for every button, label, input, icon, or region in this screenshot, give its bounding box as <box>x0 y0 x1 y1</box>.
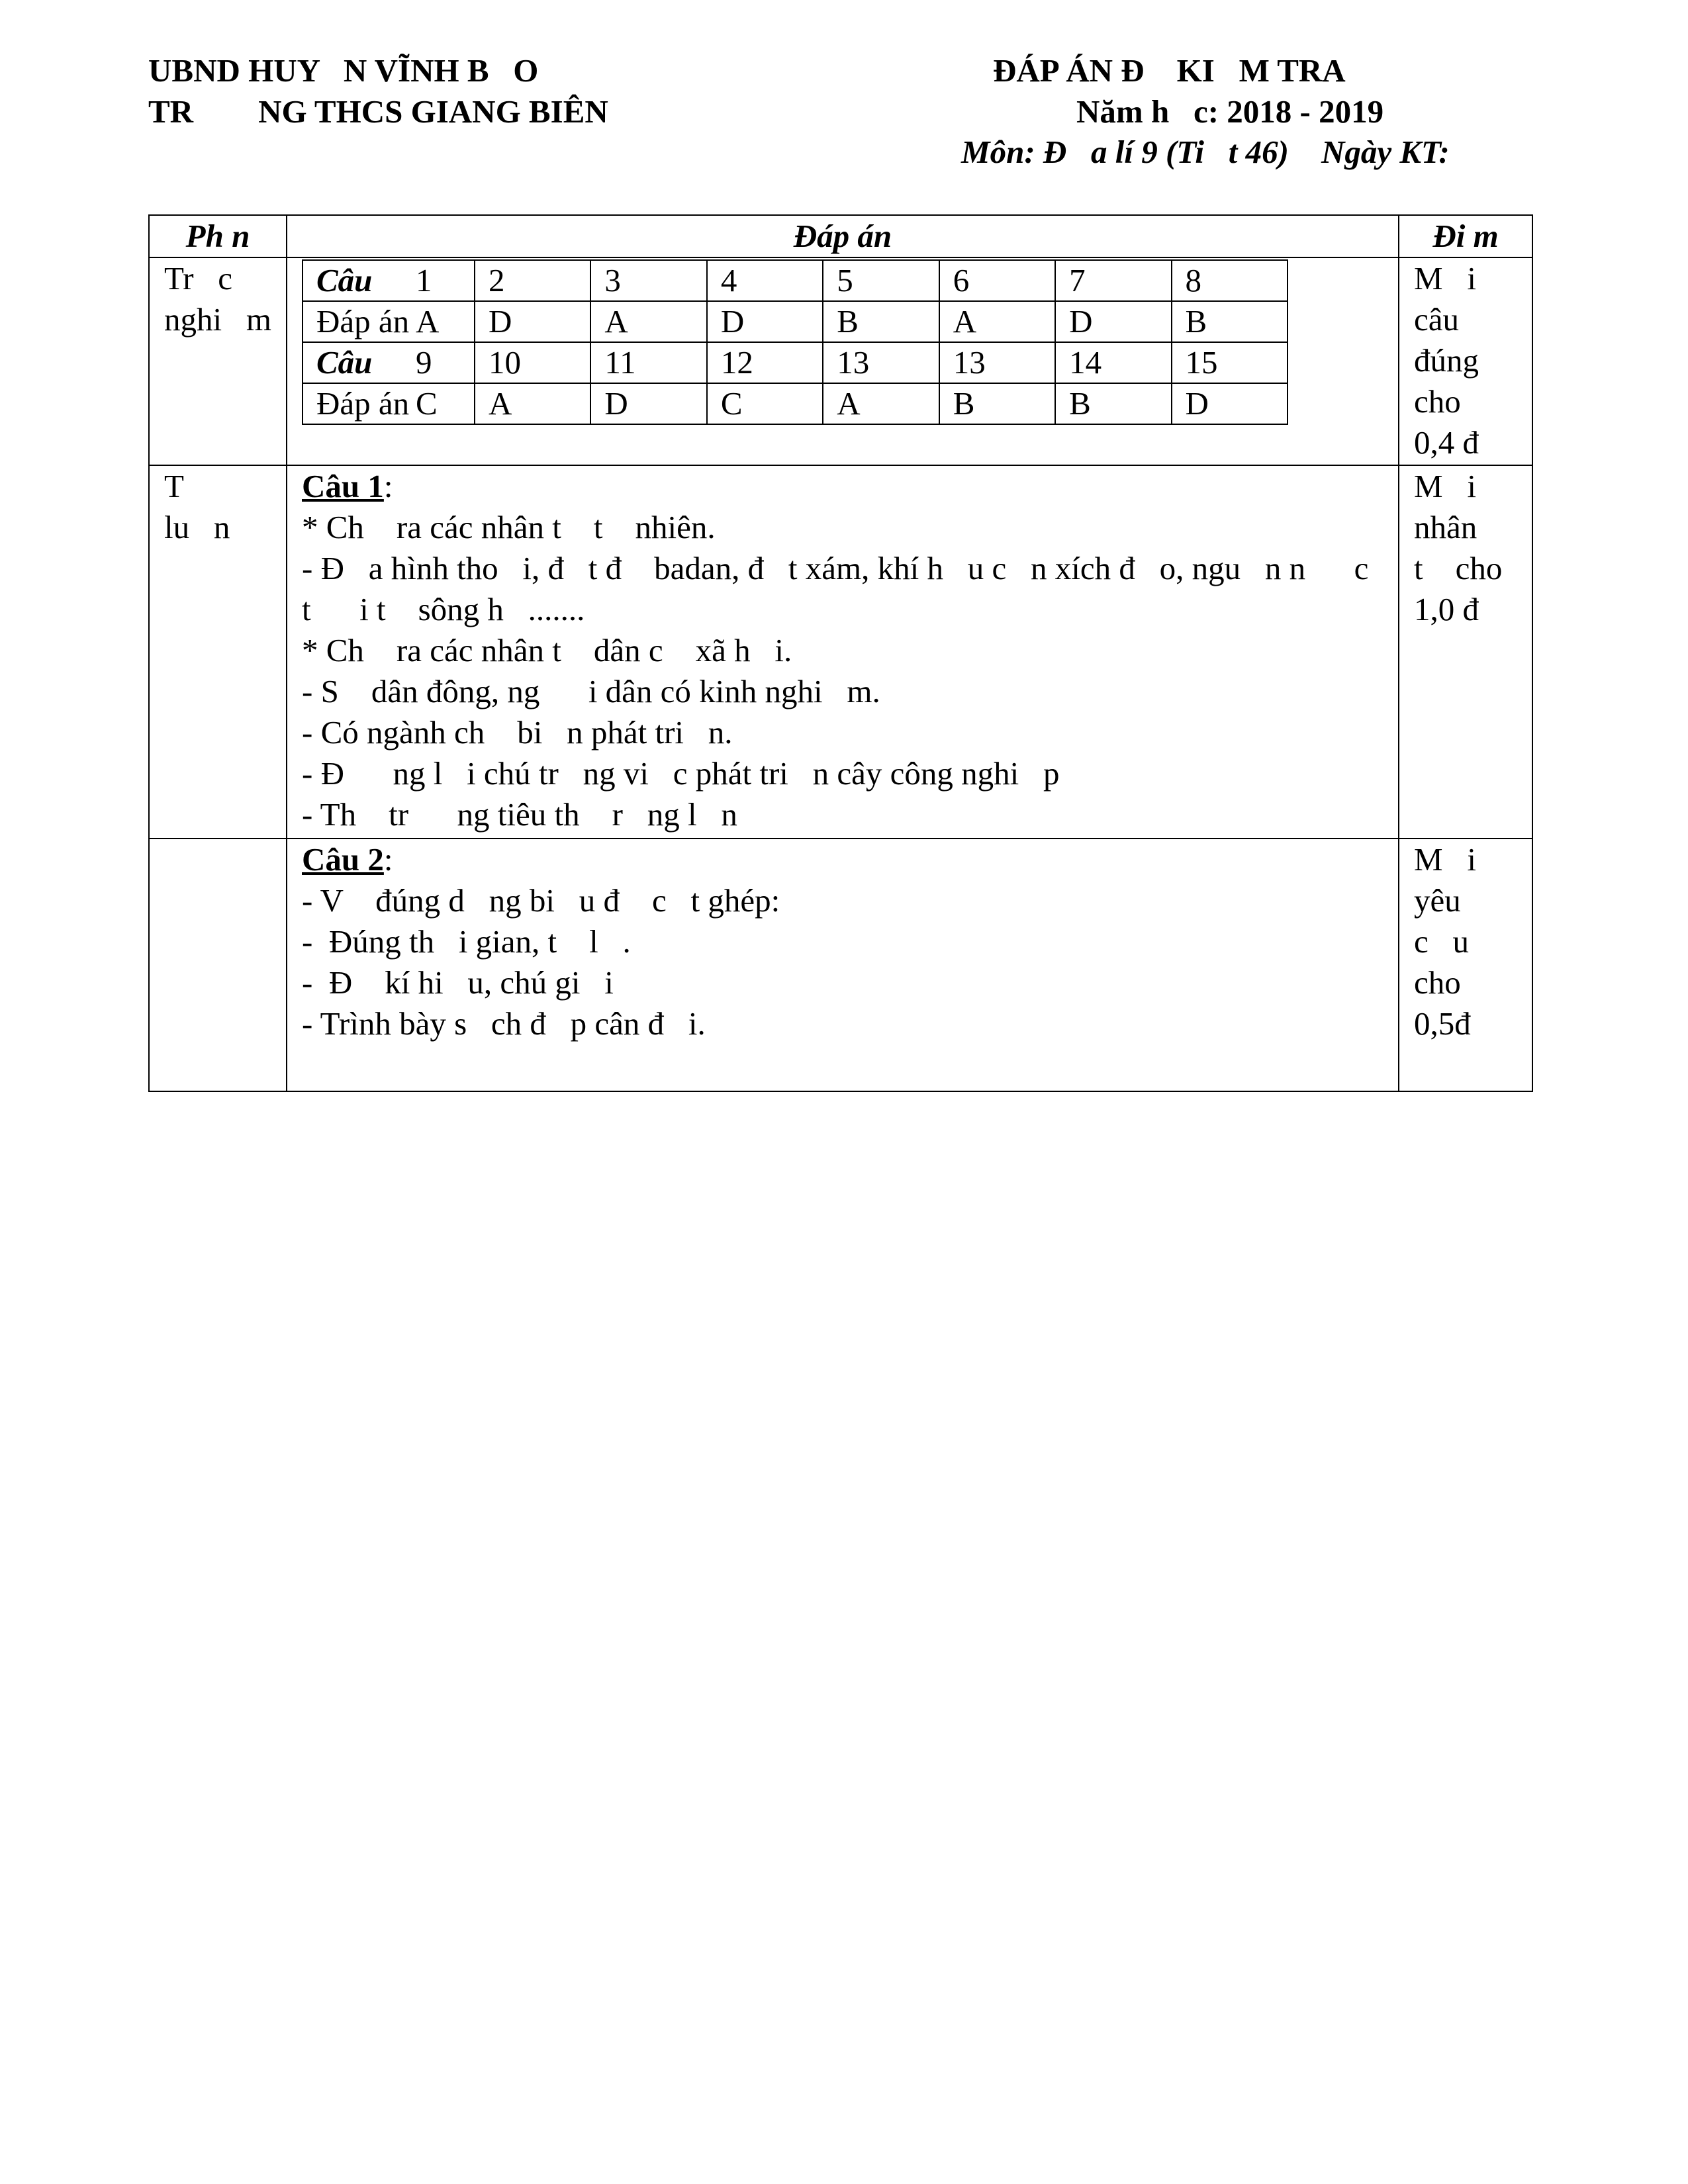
score-text: cho <box>1414 383 1461 420</box>
answer-line: t i t sông h ....... <box>302 591 585 627</box>
part-text: nghi m <box>164 301 271 338</box>
question-1-answer <box>287 465 1399 839</box>
score-text: nhân <box>1414 509 1477 545</box>
question-1-label: Câu 1 <box>302 468 384 504</box>
score-text: 1,0 đ <box>1414 591 1479 627</box>
mc-row <box>303 301 1288 342</box>
question-2-label: Câu 2 <box>302 841 384 878</box>
answer-value: B <box>1172 301 1288 342</box>
essay-question-1-row <box>149 465 1532 839</box>
answer-value: A <box>939 301 1055 342</box>
question-number: 11 <box>590 342 706 383</box>
score-text: 0,4 đ <box>1414 424 1479 461</box>
table-header-row <box>149 215 1532 257</box>
question-number: 15 <box>1172 342 1288 383</box>
part-text: Tr c <box>164 260 233 296</box>
score-text: 0,5đ <box>1414 1005 1471 1042</box>
mc-label-cell <box>303 260 475 301</box>
question-1-title: Câu 1: <box>302 468 393 504</box>
subject-line: Môn: Đ a lí 9 (Ti t 46) Ngày KT: <box>961 134 1450 170</box>
answer-line: - Đ a hình tho i, đ t đ badan, đ t xám, khí h u c n xích đ o, ngu n n c <box>302 550 1369 586</box>
question-number: 3 <box>590 260 706 301</box>
score-question-1 <box>1399 465 1532 839</box>
part-text: lu n <box>164 509 230 545</box>
question-number: 2 <box>475 260 590 301</box>
header-score: Đi m <box>1399 215 1532 257</box>
school-year: Năm h c: 2018 - 2019 <box>1076 93 1384 130</box>
mc-answer-table <box>302 259 1288 425</box>
question-number: 5 <box>823 260 939 301</box>
answer-value: D <box>707 301 823 342</box>
answer-value: D <box>590 383 706 424</box>
answer-line: - Đ ng l i chú tr ng vi c phát tri n cây công nghi p <box>302 755 1060 792</box>
multiple-choice-row <box>149 257 1532 465</box>
answer-value: A <box>823 383 939 424</box>
part-essay <box>149 465 287 839</box>
school-name: TR NG THCS GIANG BIÊN <box>148 93 608 130</box>
score-multiple-choice <box>1399 257 1532 465</box>
answer-line: * Ch ra các nhân t t nhiên. <box>302 509 716 545</box>
answer-line: - Có ngành ch bi n phát tri n. <box>302 714 733 751</box>
question-number: 13 <box>823 342 939 383</box>
answer-value: B <box>939 383 1055 424</box>
question-number: 13 <box>939 342 1055 383</box>
score-text: c u <box>1414 923 1469 960</box>
mc-label-cell <box>303 342 475 383</box>
question-number: 10 <box>475 342 590 383</box>
answer-value: D <box>1172 383 1288 424</box>
question-number: 8 <box>1172 260 1288 301</box>
answer-line: - Trình bày s ch đ p cân đ i. <box>302 1005 706 1042</box>
mc-label-cell <box>303 301 475 342</box>
answer-value: C <box>707 383 823 424</box>
answer-value: B <box>1055 383 1171 424</box>
question-number: 7 <box>1055 260 1171 301</box>
question-label: Câu <box>316 262 373 298</box>
question-number: 12 <box>707 342 823 383</box>
answer-line: - Đ kí hi u, chú gi i <box>302 964 614 1001</box>
answer-value: A <box>475 383 590 424</box>
answer-line: - S dân đông, ng i dân có kinh nghi m. <box>302 673 880 709</box>
score-text: M i <box>1414 468 1476 504</box>
answer-value: C <box>416 385 438 422</box>
mc-row <box>303 383 1288 424</box>
question-number: 4 <box>707 260 823 301</box>
question-2-title: Câu 2: <box>302 841 393 878</box>
answer-value: A <box>590 301 706 342</box>
part-text: T <box>164 468 184 504</box>
answer-line: - V đúng d ng bi u đ c t ghép: <box>302 882 780 919</box>
mc-row <box>303 260 1288 301</box>
answer-line: - Th tr ng tiêu th r ng l n <box>302 796 737 833</box>
score-question-2 <box>1399 839 1532 1091</box>
answer-line: * Ch ra các nhân t dân c xã h i. <box>302 632 792 668</box>
document-title: ĐÁP ÁN Đ KI M TRA <box>993 52 1346 89</box>
part-multiple-choice <box>149 257 287 465</box>
question-number: 14 <box>1055 342 1171 383</box>
answer-value: A <box>416 303 440 340</box>
score-text: đúng <box>1414 342 1479 379</box>
header-answer: Đáp án <box>287 215 1399 257</box>
score-text: câu <box>1414 301 1459 338</box>
answer-label: Đáp án <box>316 385 410 422</box>
answer-label: Đáp án <box>316 303 410 340</box>
district-name: UBND HUY N VĨNH B O <box>148 52 539 89</box>
question-number: 1 <box>416 262 432 298</box>
answer-value: D <box>1055 301 1171 342</box>
score-text: yêu <box>1414 882 1461 919</box>
part-empty <box>149 839 287 1091</box>
score-text: M i <box>1414 841 1476 878</box>
answer-value: B <box>823 301 939 342</box>
question-2-answer <box>287 839 1399 1091</box>
answer-value: D <box>475 301 590 342</box>
score-text: cho <box>1414 964 1461 1001</box>
question-number: 6 <box>939 260 1055 301</box>
mc-label-cell <box>303 383 475 424</box>
header-part: Ph n <box>149 215 287 257</box>
score-text: M i <box>1414 260 1476 296</box>
answer-key-table <box>148 214 1533 1092</box>
mc-answer-cell <box>287 257 1399 465</box>
essay-question-2-row <box>149 839 1532 1091</box>
question-number: 9 <box>416 344 432 381</box>
mc-row <box>303 342 1288 383</box>
question-label: Câu <box>316 344 373 381</box>
answer-line: - Đúng th i gian, t l . <box>302 923 631 960</box>
score-text: t cho <box>1414 550 1503 586</box>
